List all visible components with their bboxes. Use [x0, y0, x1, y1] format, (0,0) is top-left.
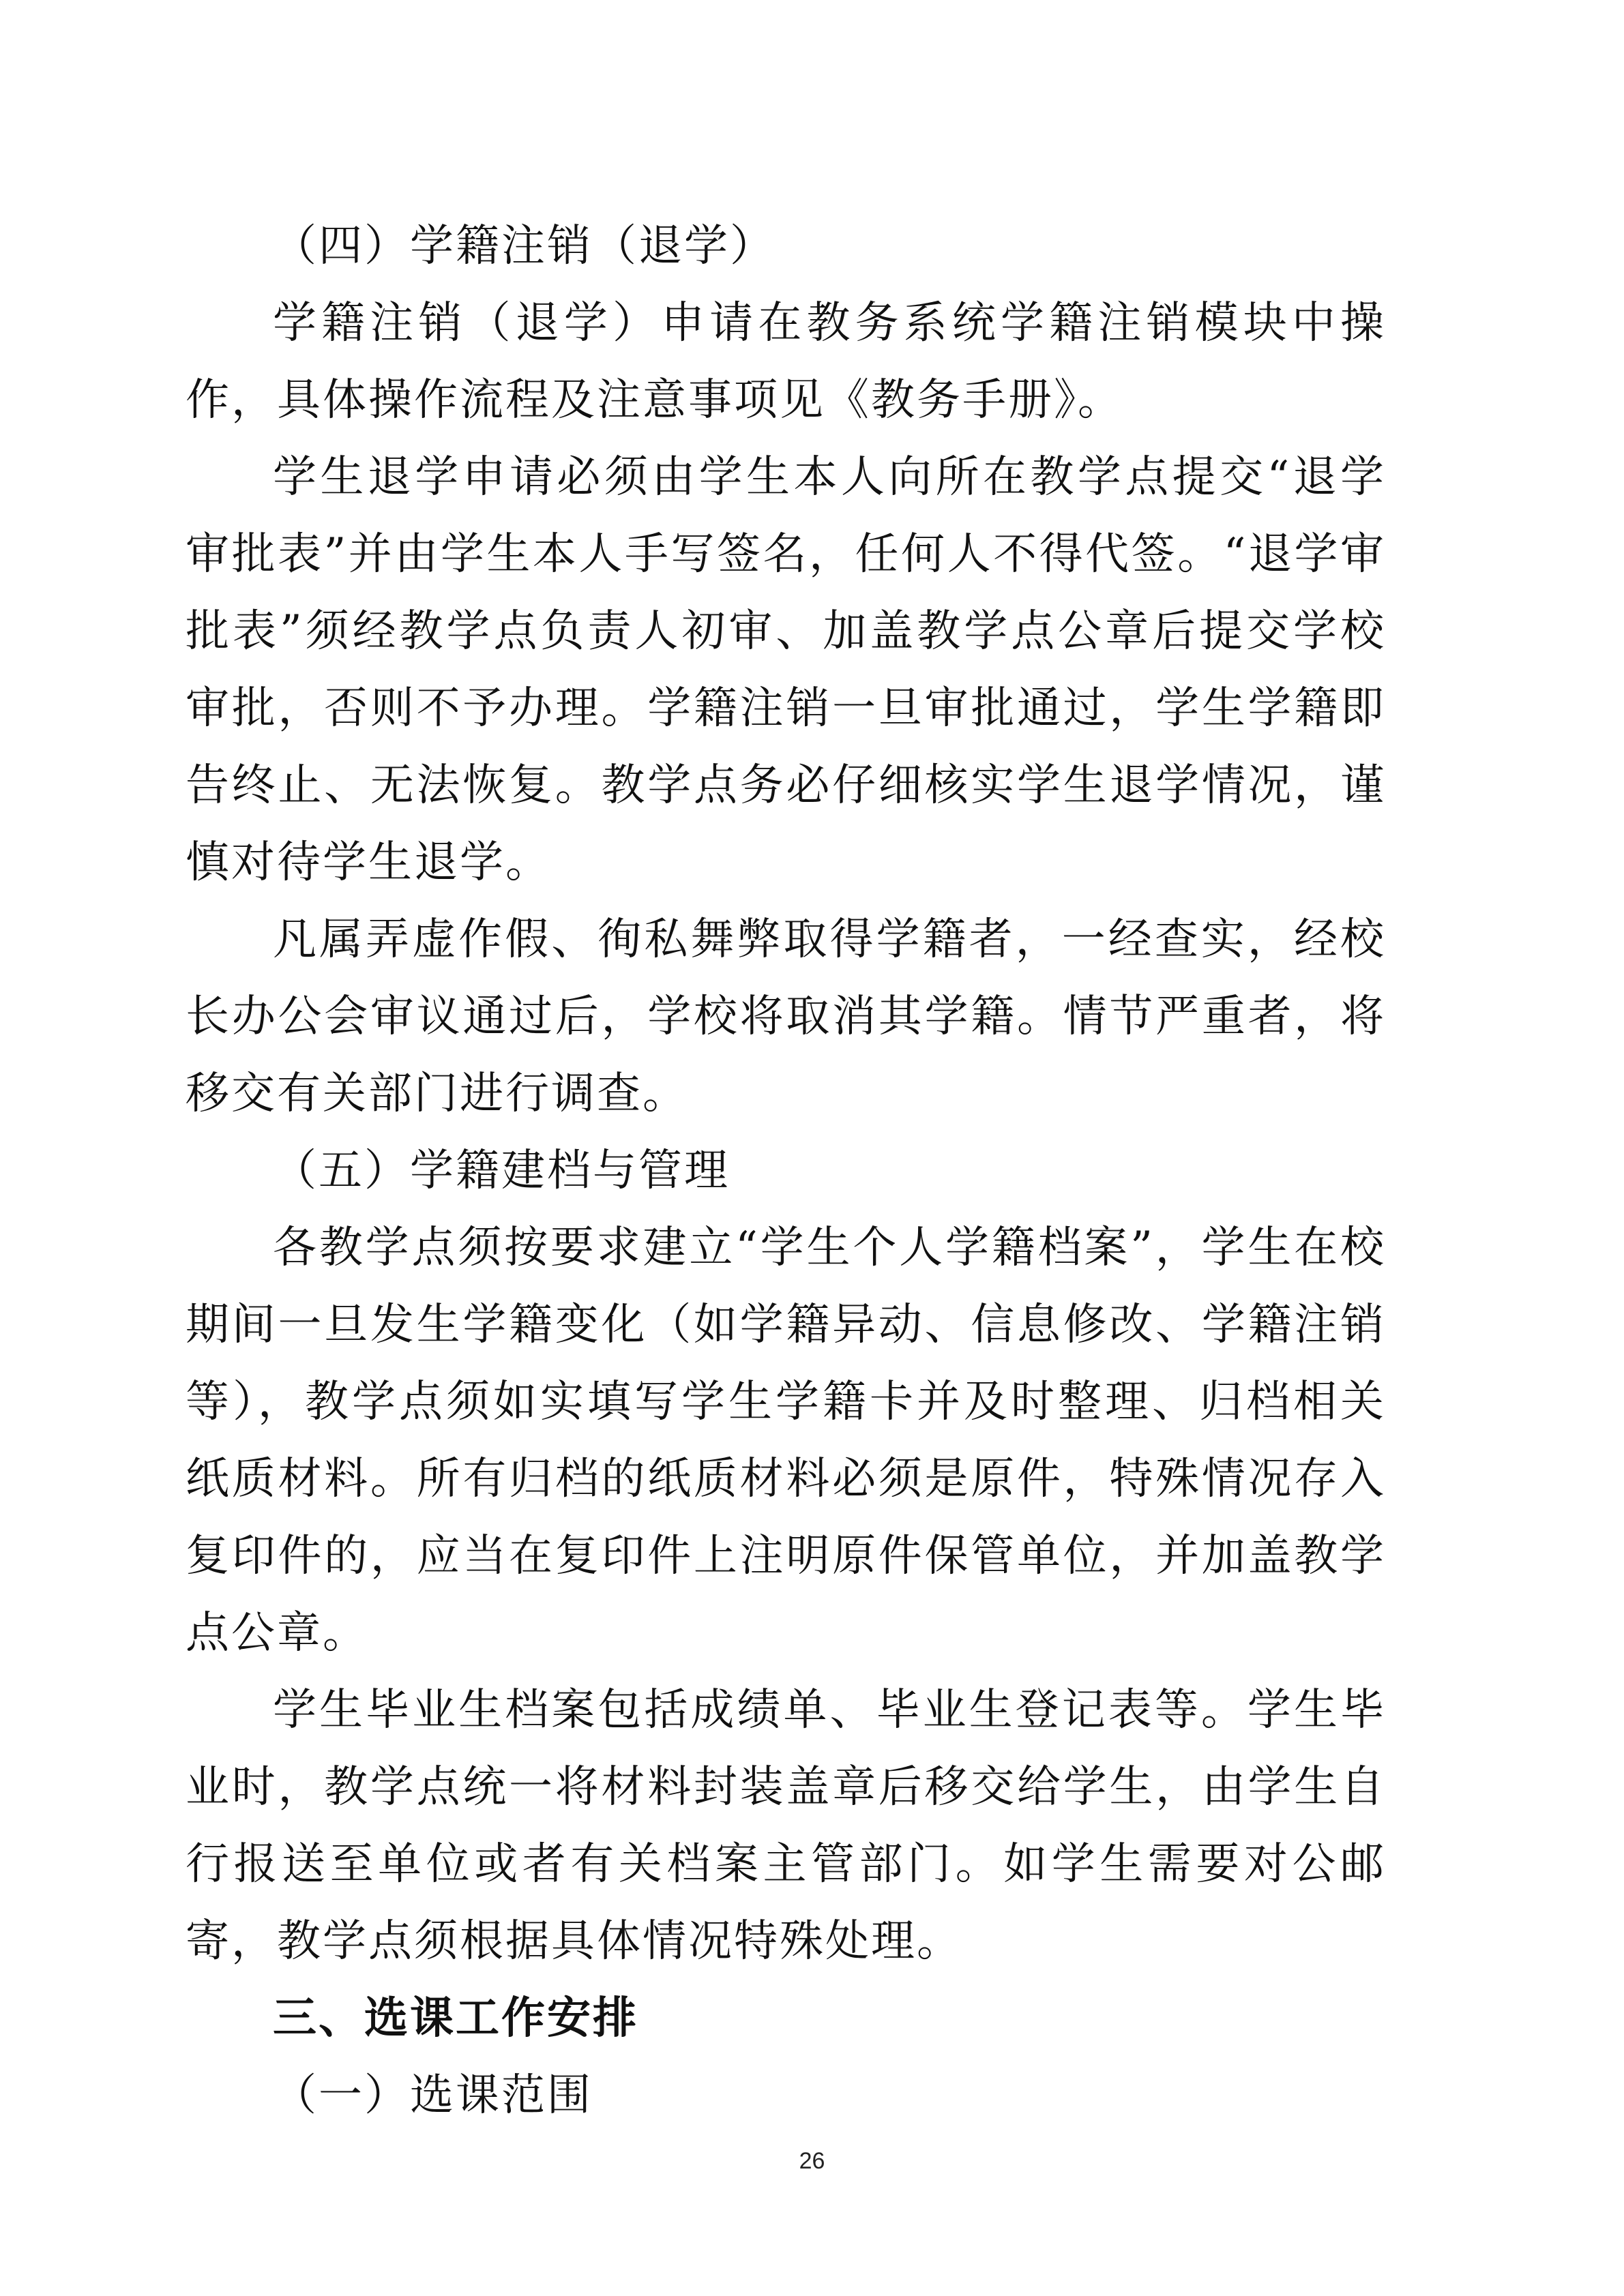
section-4-paragraph-2: 学生退学申请必须由学生本人向所在教学点提交“退学审批表”并由学生本人手写签名，任何人不得代签。“退学审批表”须经教学点负责人初审、加盖教学点公章后提交学校审批，否则不予办理。学籍注销一旦审批通过，学生学籍即告终止、无法恢复。教学点务必仔细核实学生退学情况，谨慎对待学生退学。 [186, 452, 1386, 888]
section-5-paragraph-2: 学生毕业生档案包括成绩单、毕业生登记表等。学生毕业时，教学点统一将材料封装盖章后移交给学生，由学生自行报送至单位或者有关档案主管部门。如学生需要对公邮寄，教学点须根据具体情况特殊处理。 [186, 1685, 1386, 1967]
section-4-heading: （四）学籍注销（退学） [273, 221, 776, 271]
section-5-heading: （五）学籍建档与管理 [273, 1146, 730, 1196]
section-4-paragraph-3: 凡属弄虚作假、徇私舞弊取得学籍者，一经查实，经校长办公会审议通过后，学校将取消其学籍。情节严重者，将移交有关部门进行调查。 [186, 914, 1386, 1119]
page-number: 26 [799, 2148, 825, 2174]
section-4-paragraph-1: 学籍注销（退学）申请在教务系统学籍注销模块中操作，具体操作流程及注意事项见《教务手册》。 [186, 298, 1386, 426]
chapter-3-sub-1-heading: （一）选课范围 [273, 2070, 593, 2121]
page-content [186, 208, 1386, 2134]
chapter-3-heading: 三、选课工作安排 [273, 1993, 638, 2044]
section-5-paragraph-1: 各教学点须按要求建立“学生个人学籍档案”，学生在校期间一旦发生学籍变化（如学籍异动、信息修改、学籍注销等），教学点须如实填写学生学籍卡并及时整理、归档相关纸质材料。所有归档的纸质材料必须是原件，特殊情况存入复印件的，应当在复印件上注明原件保管单位，并加盖教学点公章。 [186, 1223, 1386, 1658]
